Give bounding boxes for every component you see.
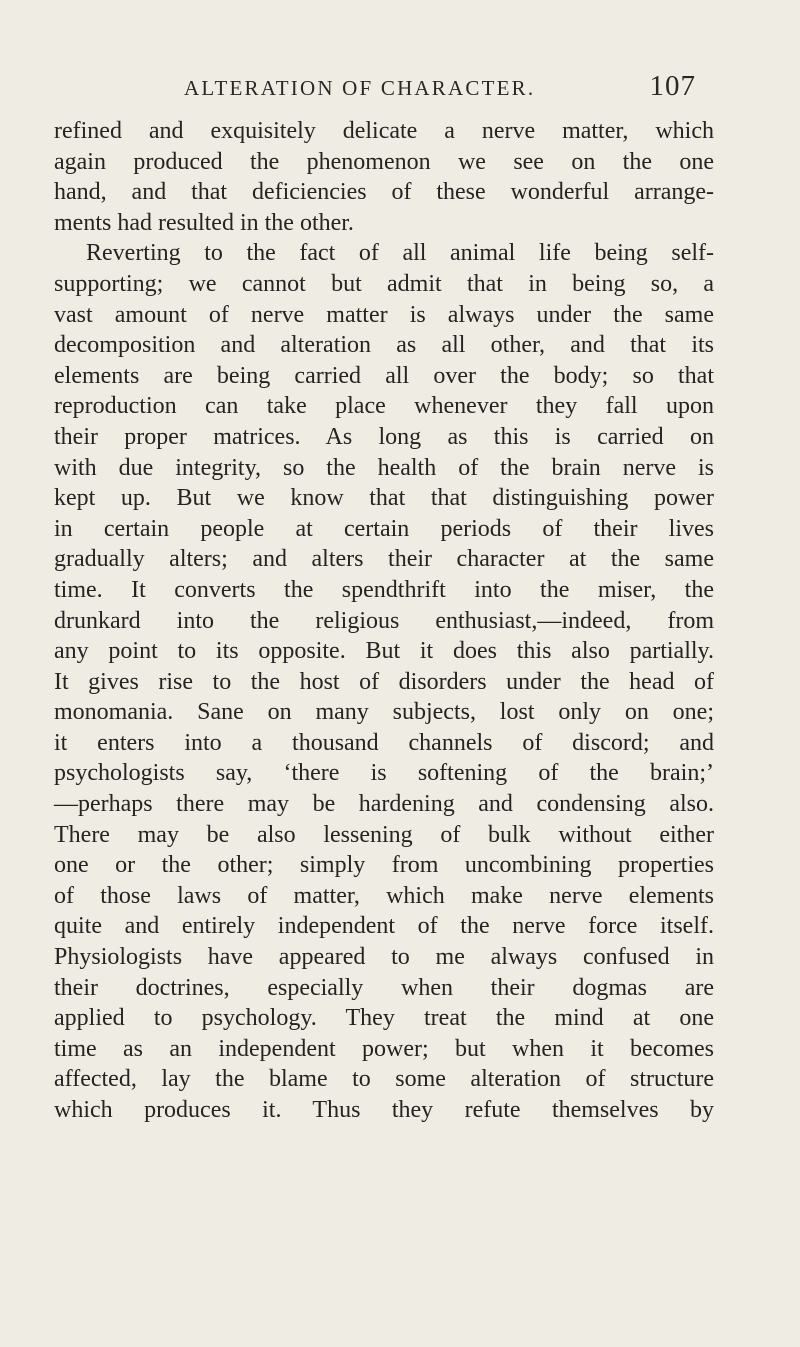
text-line: Physiologists have appeared to me always confused in xyxy=(54,944,714,971)
running-head: ALTERATION OF CHARACTER. xyxy=(184,76,536,100)
page-number: 107 xyxy=(649,70,696,102)
text-line: in certain people at certain periods of their lives xyxy=(54,515,714,542)
page-header xyxy=(96,70,696,110)
text-line: their proper matrices. As long as this is carried on xyxy=(54,423,714,450)
text-line: affected, lay the blame to some alteration of structure xyxy=(54,1066,714,1093)
text-line: again produced the phenomenon we see on the one xyxy=(54,148,714,175)
text-line: elements are being carried all over the body; so that xyxy=(54,362,714,389)
body-text xyxy=(54,116,714,1126)
text-line: ments had resulted in the other. xyxy=(54,209,354,236)
text-line: Reverting to the fact of all animal life being self- xyxy=(86,240,714,267)
text-line: which produces it. Thus they refute themselves by xyxy=(54,1097,714,1123)
text-line: refined and exquisitely delicate a nerve matter, which xyxy=(54,118,714,144)
text-line: psychologists say, ‘there is softening of the brain;’ xyxy=(54,760,714,787)
text-line: decomposition and alteration as all other, and that its xyxy=(54,332,714,359)
text-line: —perhaps there may be hardening and condensing also. xyxy=(54,791,714,818)
text-line: monomania. Sane on many subjects, lost only on one; xyxy=(54,699,714,726)
text-line: it enters into a thousand channels of discord; and xyxy=(54,729,714,756)
text-line: hand, and that deficiencies of these wonderful arrange- xyxy=(54,179,714,206)
text-line: There may be also lessening of bulk without either xyxy=(54,821,714,848)
text-line: It gives rise to the host of disorders under the head of xyxy=(54,668,714,695)
text-line: drunkard into the religious enthusiast,—indeed, from xyxy=(54,607,714,634)
text-line: kept up. But we know that that distinguishing power xyxy=(54,485,714,512)
text-line: any point to its opposite. But it does this also partially. xyxy=(54,638,714,665)
text-line: time. It converts the spendthrift into the miser, the xyxy=(54,576,714,603)
text-line: reproduction can take place whenever they fall upon xyxy=(54,393,714,420)
text-line: vast amount of nerve matter is always under the same xyxy=(54,301,714,328)
text-line: time as an independent power; but when it becomes xyxy=(54,1035,714,1062)
text-line: quite and entirely independent of the nerve force itself. xyxy=(54,913,714,940)
text-line: gradually alters; and alters their character at the same xyxy=(54,546,714,573)
text-line: applied to psychology. They treat the mind at one xyxy=(54,1005,714,1032)
text-line: one or the other; simply from uncombining properties xyxy=(54,852,714,879)
text-line: with due integrity, so the health of the brain nerve is xyxy=(54,454,714,481)
text-line: of those laws of matter, which make nerve elements xyxy=(54,882,714,909)
text-line: supporting; we cannot but admit that in being so, a xyxy=(54,270,714,297)
text-line: their doctrines, especially when their dogmas are xyxy=(54,974,714,1001)
